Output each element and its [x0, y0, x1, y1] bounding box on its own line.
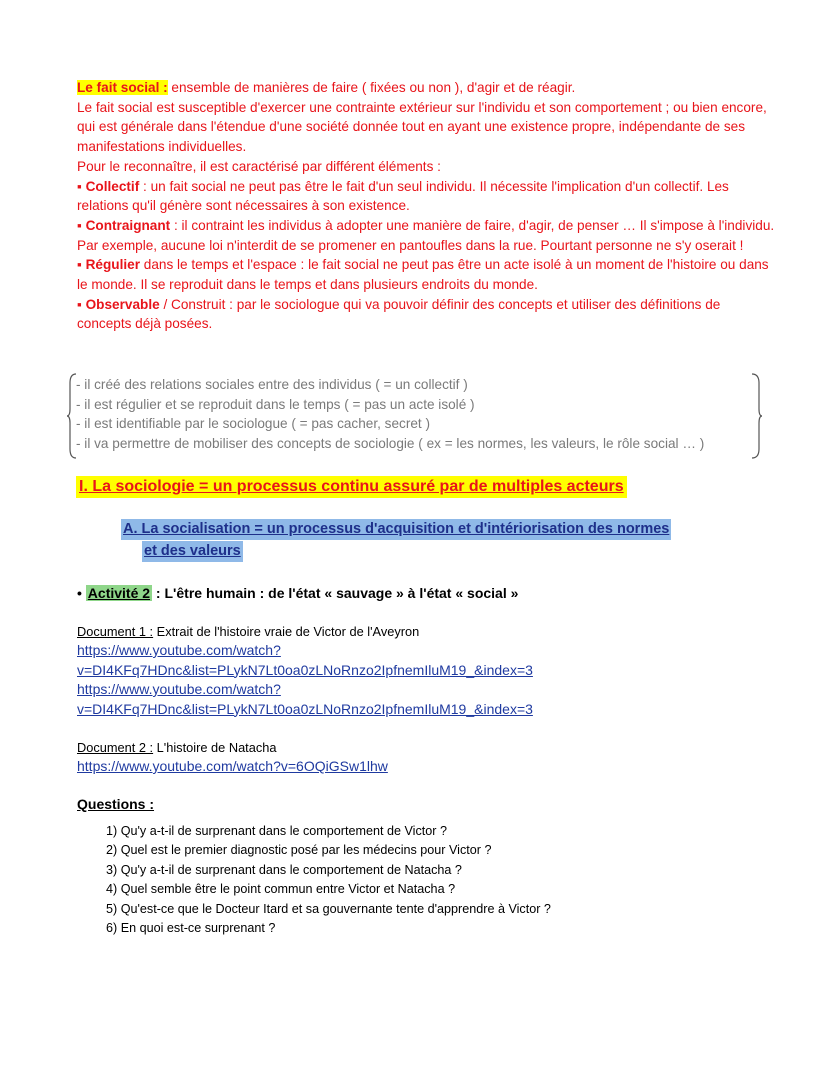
criterion-label: Contraignant	[85, 217, 171, 233]
criterion-contraignant: ▪ Contraignant : il contraint les individus à adopter une manière de faire, d'agir, de penser … Il s'impose à l'individu. Par exemple, aucune loi n'interdit de se promener en pantoufles dans la rue. Pourtant personne ne s'y oserait !	[77, 217, 775, 253]
criterion-collectif: ▪ Collectif : un fait social ne peut pas être le fait d'un seul individu. Il nécessite l'implication d'un collectif. Les relations qu'il génère sont nécessaires à son existence.	[77, 178, 729, 214]
question-item: 3) Qu'y a-t-il de surprenant dans le comportement de Natacha ?	[106, 862, 462, 877]
definition-intro: Le fait social est susceptible d'exercer une contrainte extérieur sur l'individu et son comportement ; ou bien encore, qui est générale dans l'étendue d'une société donnée tout en ayant une existence propre, indépendante de ses manifestations individuelles.	[77, 99, 767, 155]
document-1-link-2[interactable]	[77, 680, 533, 719]
questions-title: Questions :	[77, 796, 155, 812]
fait-social-definition	[77, 78, 777, 334]
document-2-title: Document 2 : L'histoire de Natacha	[77, 740, 277, 755]
list-item: - il est identifiable par le sociologue ( = pas cacher, secret )	[76, 416, 430, 431]
question-item: 6) En quoi est-ce surprenant ?	[106, 921, 276, 936]
definition-intro-2: Pour le reconnaître, il est caractérisé par différent éléments :	[77, 158, 441, 174]
document-label: Document 1 :	[77, 624, 154, 639]
question-item: 1) Qu'y a-t-il de surprenant dans le comportement de Victor ?	[106, 824, 447, 838]
question-item: 5) Qu'est-ce que le Docteur Itard et sa gouvernante tente d'apprendre à Victor ?	[106, 901, 551, 916]
section-heading-1: I. La sociologie = un processus continu assuré par de multiples acteurs	[76, 476, 627, 498]
document-1-link-1[interactable]	[77, 641, 533, 680]
document-2-link[interactable]	[77, 757, 388, 777]
list-item: - il créé des relations sociales entre des individus ( = un collectif )	[76, 377, 468, 392]
criterion-observable: ▪ Observable / Construit : par le sociologue qui va pouvoir définir des concepts et utiliser des définitions de concepts déjà posées.	[77, 296, 721, 332]
video-link[interactable]: https://www.youtube.com/watch?v=6OQiGSw1lhw	[77, 758, 388, 774]
question-item: 4) Quel semble être le point commun entre Victor et Natacha ?	[106, 882, 456, 897]
criterion-regulier: ▪ Régulier dans le temps et l'espace : le fait social ne peut pas être un acte isolé à un moment de l'histoire ou dans le monde. Il se reproduit dans le temps et dans plusieurs endroits du monde.	[77, 257, 769, 293]
list-item: - il va permettre de mobiliser des concepts de sociologie ( ex = les normes, les valeurs, le rôle social … )	[76, 435, 705, 451]
activity-text: : L'être humain : de l'état « sauvage » à l'état « social »	[152, 585, 519, 601]
document-1-title: Document 1 : Extrait de l'histoire vraie de Victor de l'Aveyron	[77, 624, 420, 639]
video-link[interactable]: https://www.youtube.com/watch? v=DI4KFq7HDnc&list=PLykN7Lt0oa0zLNoRnzo2IpfnemIluM19_&index=3	[77, 681, 533, 717]
criterion-label: Collectif	[85, 178, 140, 194]
activity-tag: Activité 2	[87, 585, 151, 601]
questions-list	[106, 822, 551, 938]
subsection-heading-a: A. La socialisation = un processus d'acquisition et d'intériorisation des normes	[121, 519, 671, 540]
list-item: - il est régulier et se reproduit dans le temps ( = pas un acte isolé )	[76, 396, 475, 412]
definition-line	[77, 78, 777, 98]
term-text: ensemble de manières de faire ( fixées ou non ), d'agir et de réagir.	[167, 80, 576, 95]
activity-title: • Activité 2 : L'être humain : de l'état « sauvage » à l'état « social »	[77, 585, 519, 601]
question-item: 2) Quel est le premier diagnostic posé par les médecins pour Victor ?	[106, 843, 492, 858]
document-label: Document 2 :	[77, 740, 154, 755]
right-brace-icon	[750, 373, 764, 459]
subsection-heading-a-cont: et des valeurs	[142, 541, 243, 562]
criterion-label: Observable	[85, 296, 160, 312]
video-link[interactable]: https://www.youtube.com/watch? v=DI4KFq7HDnc&list=PLykN7Lt0oa0zLNoRnzo2IpfnemIluM19_&index=3	[77, 642, 533, 678]
term-label: Le fait social :	[77, 80, 168, 95]
criterion-label: Régulier	[85, 257, 140, 273]
summary-list	[76, 375, 704, 453]
